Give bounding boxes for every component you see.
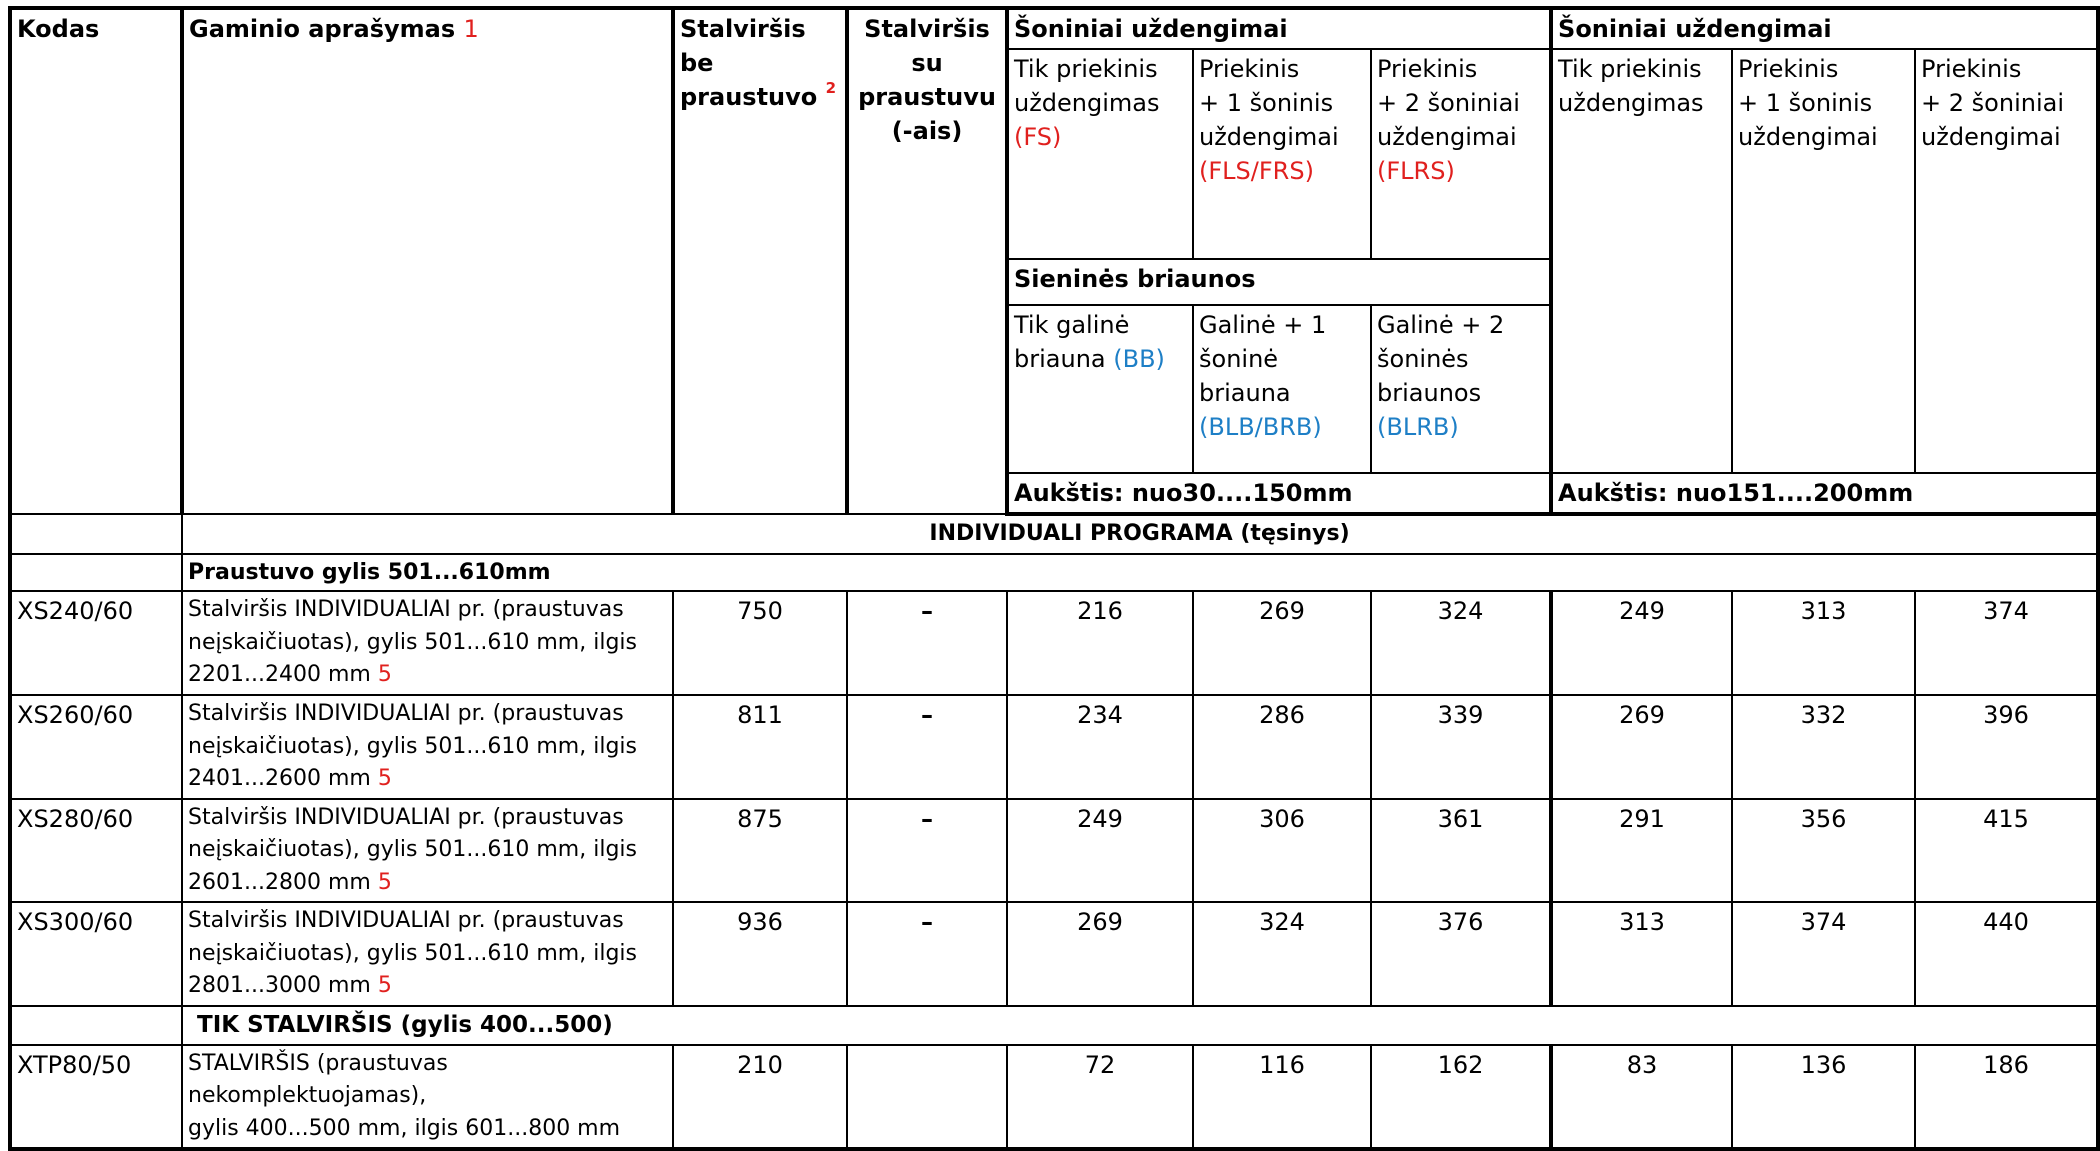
table-row bbox=[10, 1045, 2098, 1150]
row-r2-flrs: 440 bbox=[1915, 902, 2098, 1006]
row-fs: 269 bbox=[1007, 902, 1193, 1006]
row-flrs: 162 bbox=[1371, 1045, 1551, 1150]
price-table bbox=[8, 6, 2100, 1151]
header-fs: Tik priekinis uždengimas (FS) bbox=[1007, 49, 1193, 259]
row-r2-fls: 136 bbox=[1732, 1045, 1915, 1150]
row-code: XTP80/50 bbox=[10, 1045, 182, 1150]
row-price-be: 811 bbox=[673, 695, 847, 799]
row-fls: 324 bbox=[1193, 902, 1371, 1006]
row-fls: 116 bbox=[1193, 1045, 1371, 1150]
row-r2-flrs: 396 bbox=[1915, 695, 2098, 799]
row-desc: Stalviršis INDIVIDUALIAI pr. (praustuvas neįskaičiuotas), gylis 501...610 mm, ilgis 2201...2400 mm 5 bbox=[182, 591, 673, 695]
row-flrs: 361 bbox=[1371, 799, 1551, 903]
row-r2-flrs: 415 bbox=[1915, 799, 2098, 903]
row-desc: Stalviršis INDIVIDUALIAI pr. (praustuvas neįskaičiuotas), gylis 501...610 mm, ilgis 2401...2600 mm 5 bbox=[182, 695, 673, 799]
row-price-su: – bbox=[847, 902, 1007, 1006]
table-row bbox=[10, 591, 2098, 695]
row-flrs: 376 bbox=[1371, 902, 1551, 1006]
header-group2-title: Šoniniai uždengimai bbox=[1551, 8, 2098, 49]
row-fls: 269 bbox=[1193, 591, 1371, 695]
row-fls: 286 bbox=[1193, 695, 1371, 799]
header-su-praustuvu: Stalviršis su praustuvu (-ais) bbox=[847, 8, 1007, 514]
row-fs: 216 bbox=[1007, 591, 1193, 695]
header-be-praustuvo: Stalviršis be praustuvo $^2$ bbox=[673, 8, 847, 514]
row-flrs: 324 bbox=[1371, 591, 1551, 695]
row-desc: STALVIRŠIS (praustuvas nekomplektuojamas), gylis 400...500 mm, ilgis 601...800 mm bbox=[182, 1045, 673, 1150]
row-r2-fs: 291 bbox=[1551, 799, 1732, 903]
row-price-be: 936 bbox=[673, 902, 847, 1006]
header-blb: Galinė + 1 šoninė briauna (BLB/BRB) bbox=[1193, 305, 1371, 473]
header-bb: Tik galinė briauna (BB) bbox=[1007, 305, 1193, 473]
section1-title: Praustuvo gylis 501...610mm bbox=[182, 554, 2098, 591]
empty-cell bbox=[10, 1006, 182, 1045]
row-r2-fls: 313 bbox=[1732, 591, 1915, 695]
header-kodas: Kodas bbox=[10, 8, 182, 514]
row-r2-fls: 356 bbox=[1732, 799, 1915, 903]
header-r2-fs: Tik priekinis uždengimas bbox=[1551, 49, 1732, 473]
row-code: XS300/60 bbox=[10, 902, 182, 1006]
row-code: XS280/60 bbox=[10, 799, 182, 903]
row-price-be: 750 bbox=[673, 591, 847, 695]
header-flrs: Priekinis + 2 šoniniai uždengimai (FLRS) bbox=[1371, 49, 1551, 259]
row-r2-flrs: 186 bbox=[1915, 1045, 2098, 1150]
row-desc: Stalviršis INDIVIDUALIAI pr. (praustuvas neįskaičiuotas), gylis 501...610 mm, ilgis 2801...3000 mm 5 bbox=[182, 902, 673, 1006]
header-fls: Priekinis + 1 šoninis uždengimai (FLS/FRS) bbox=[1193, 49, 1371, 259]
table-row bbox=[10, 695, 2098, 799]
header-height-2: Aukštis: nuo151....200mm bbox=[1551, 473, 2098, 514]
header-height-1: Aukštis: nuo30....150mm bbox=[1007, 473, 1551, 514]
row-fs: 249 bbox=[1007, 799, 1193, 903]
row-flrs: 339 bbox=[1371, 695, 1551, 799]
row-r2-fs: 249 bbox=[1551, 591, 1732, 695]
header-gaminio: Gaminio aprašymas 1 bbox=[182, 8, 673, 514]
row-fs: 234 bbox=[1007, 695, 1193, 799]
row-price-be: 210 bbox=[673, 1045, 847, 1150]
row-price-be: 875 bbox=[673, 799, 847, 903]
row-code: XS260/60 bbox=[10, 695, 182, 799]
row-code: XS240/60 bbox=[10, 591, 182, 695]
row-fs: 72 bbox=[1007, 1045, 1193, 1150]
row-r2-fs: 313 bbox=[1551, 902, 1732, 1006]
row-r2-fls: 332 bbox=[1732, 695, 1915, 799]
row-price-su: – bbox=[847, 695, 1007, 799]
table-row bbox=[10, 799, 2098, 903]
row-r2-fs: 269 bbox=[1551, 695, 1732, 799]
empty-cell bbox=[10, 514, 182, 554]
row-price-su bbox=[847, 1045, 1007, 1150]
table-row bbox=[10, 902, 2098, 1006]
header-sienines: Sieninės briaunos bbox=[1007, 259, 1551, 305]
row-r2-fls: 374 bbox=[1732, 902, 1915, 1006]
program-title: INDIVIDUALI PROGRAMA (tęsinys) bbox=[182, 514, 2098, 554]
header-blrb: Galinė + 2 šoninės briaunos (BLRB) bbox=[1371, 305, 1551, 473]
row-desc: Stalviršis INDIVIDUALIAI pr. (praustuvas neįskaičiuotas), gylis 501...610 mm, ilgis 2601...2800 mm 5 bbox=[182, 799, 673, 903]
row-price-su: – bbox=[847, 591, 1007, 695]
section2-title: TIK STALVIRŠIS (gylis 400...500) bbox=[182, 1006, 2098, 1045]
header-group1-title: Šoniniai uždengimai bbox=[1007, 8, 1551, 49]
row-r2-flrs: 374 bbox=[1915, 591, 2098, 695]
row-r2-fs: 83 bbox=[1551, 1045, 1732, 1150]
row-fls: 306 bbox=[1193, 799, 1371, 903]
header-r2-flrs: Priekinis + 2 šoniniai uždengimai bbox=[1915, 49, 2098, 473]
row-price-su: – bbox=[847, 799, 1007, 903]
header-r2-fls: Priekinis + 1 šoninis uždengimai bbox=[1732, 49, 1915, 473]
empty-cell bbox=[10, 554, 182, 591]
